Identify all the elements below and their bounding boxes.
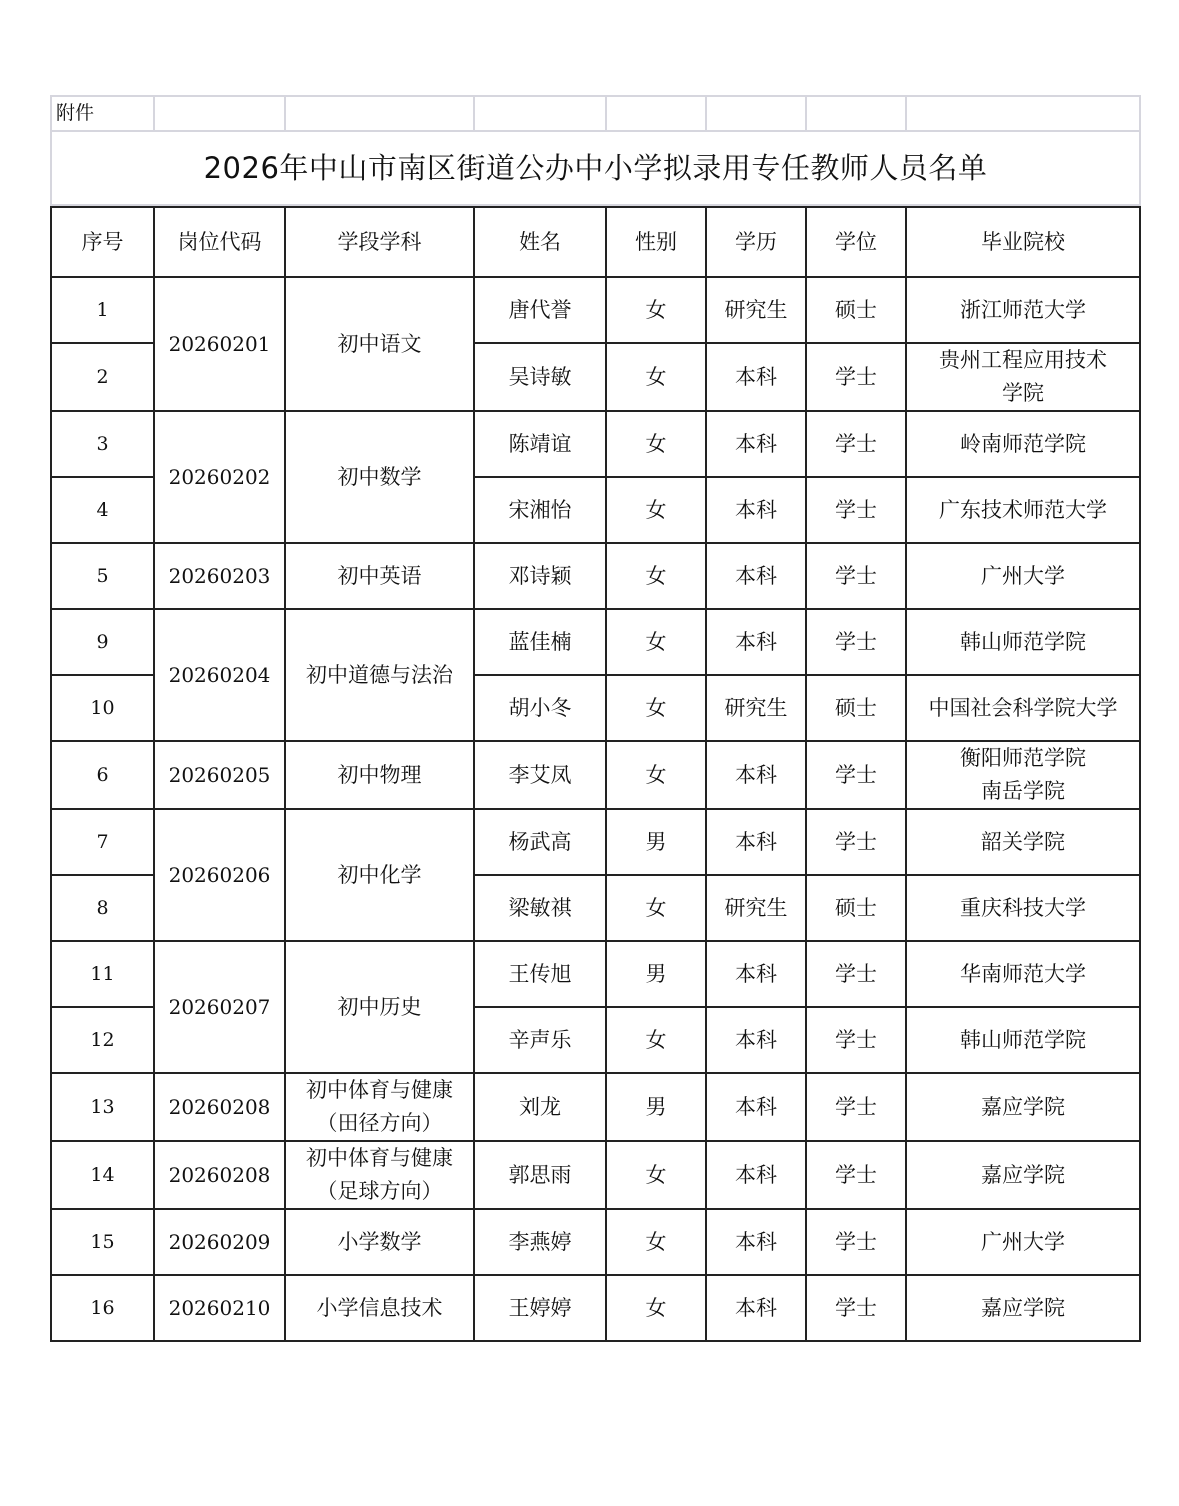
gender-cell: 女 bbox=[606, 1209, 706, 1275]
education-cell: 本科 bbox=[706, 1141, 806, 1209]
table-body bbox=[51, 207, 1140, 1341]
school-line: 韩山师范学院 bbox=[960, 1027, 1086, 1052]
degree-cell: 学士 bbox=[806, 1209, 906, 1275]
school-cell bbox=[906, 609, 1140, 675]
school-cell bbox=[906, 343, 1140, 411]
position-code: 20260202 bbox=[154, 411, 285, 543]
education-cell: 本科 bbox=[706, 1007, 806, 1073]
gender-cell: 女 bbox=[606, 675, 706, 741]
subject-cell bbox=[285, 741, 474, 809]
header-education: 学历 bbox=[706, 207, 806, 277]
education-cell: 研究生 bbox=[706, 875, 806, 941]
name-cell: 胡小冬 bbox=[474, 675, 606, 741]
table-row bbox=[51, 809, 1140, 875]
empty-cell bbox=[606, 96, 706, 131]
table-row bbox=[51, 941, 1140, 1007]
row-number: 13 bbox=[51, 1073, 154, 1141]
subject-line: 初中物理 bbox=[337, 762, 422, 787]
gender-cell: 男 bbox=[606, 1073, 706, 1141]
subject-cell bbox=[285, 1141, 474, 1209]
school-cell bbox=[906, 411, 1140, 477]
gender-cell: 男 bbox=[606, 941, 706, 1007]
document-title: 2026年中山市南区街道公办中小学拟录用专任教师人员名单 bbox=[51, 131, 1140, 205]
subject-cell bbox=[285, 1073, 474, 1141]
subject-line: （足球方向） bbox=[316, 1179, 443, 1203]
school-cell bbox=[906, 1275, 1140, 1341]
header-gender: 性别 bbox=[606, 207, 706, 277]
education-cell: 本科 bbox=[706, 1275, 806, 1341]
school-cell bbox=[906, 741, 1140, 809]
header-school: 毕业院校 bbox=[906, 207, 1140, 277]
table-row bbox=[51, 1141, 1140, 1209]
education-cell: 本科 bbox=[706, 1209, 806, 1275]
degree-cell: 学士 bbox=[806, 809, 906, 875]
school-cell bbox=[906, 477, 1140, 543]
title-row bbox=[51, 131, 1140, 205]
name-cell: 李艾凤 bbox=[474, 741, 606, 809]
school-line: 贵州工程应用技术 bbox=[939, 348, 1107, 372]
school-cell bbox=[906, 1007, 1140, 1073]
degree-cell: 学士 bbox=[806, 741, 906, 809]
empty-cell bbox=[706, 96, 806, 131]
gender-cell: 女 bbox=[606, 477, 706, 543]
name-cell: 辛声乐 bbox=[474, 1007, 606, 1073]
position-code: 20260201 bbox=[154, 277, 285, 411]
table-row bbox=[51, 609, 1140, 675]
school-line: 嘉应学院 bbox=[981, 1295, 1065, 1320]
empty-cell bbox=[806, 96, 906, 131]
education-cell: 本科 bbox=[706, 543, 806, 609]
name-cell: 王婷婷 bbox=[474, 1275, 606, 1341]
gender-cell: 女 bbox=[606, 1141, 706, 1209]
name-cell: 梁敏祺 bbox=[474, 875, 606, 941]
subject-line: 小学信息技术 bbox=[316, 1295, 443, 1320]
gender-cell: 女 bbox=[606, 741, 706, 809]
document-page bbox=[50, 95, 1139, 1342]
table-row bbox=[51, 1209, 1140, 1275]
header-no: 序号 bbox=[51, 207, 154, 277]
school-line: 韩山师范学院 bbox=[960, 629, 1086, 654]
degree-cell: 硕士 bbox=[806, 875, 906, 941]
row-number: 2 bbox=[51, 343, 154, 411]
subject-cell bbox=[285, 277, 474, 411]
name-cell: 杨武高 bbox=[474, 809, 606, 875]
position-code: 20260208 bbox=[154, 1073, 285, 1141]
table-row bbox=[51, 277, 1140, 343]
name-cell: 陈靖谊 bbox=[474, 411, 606, 477]
degree-cell: 硕士 bbox=[806, 675, 906, 741]
education-cell: 本科 bbox=[706, 477, 806, 543]
subject-line: 初中语文 bbox=[337, 331, 422, 356]
position-code: 20260205 bbox=[154, 741, 285, 809]
gender-cell: 女 bbox=[606, 277, 706, 343]
gender-cell: 女 bbox=[606, 1007, 706, 1073]
school-cell bbox=[906, 875, 1140, 941]
empty-cell bbox=[285, 96, 474, 131]
subject-cell bbox=[285, 543, 474, 609]
subject-cell bbox=[285, 1275, 474, 1341]
gender-cell: 女 bbox=[606, 609, 706, 675]
subject-line: 初中英语 bbox=[337, 563, 422, 588]
gender-cell: 女 bbox=[606, 411, 706, 477]
school-line: 南岳学院 bbox=[981, 779, 1065, 803]
school-line: 嘉应学院 bbox=[981, 1162, 1065, 1187]
education-cell: 本科 bbox=[706, 941, 806, 1007]
position-code: 20260207 bbox=[154, 941, 285, 1073]
school-line: 广州大学 bbox=[981, 563, 1065, 588]
education-cell: 本科 bbox=[706, 343, 806, 411]
row-number: 3 bbox=[51, 411, 154, 477]
school-cell bbox=[906, 277, 1140, 343]
school-line: 韶关学院 bbox=[981, 829, 1065, 854]
name-cell: 王传旭 bbox=[474, 941, 606, 1007]
degree-cell: 学士 bbox=[806, 1141, 906, 1209]
gender-cell: 女 bbox=[606, 1275, 706, 1341]
name-cell: 吴诗敏 bbox=[474, 343, 606, 411]
school-line: 广州大学 bbox=[981, 1229, 1065, 1254]
position-code: 20260210 bbox=[154, 1275, 285, 1341]
school-line: 广东技术师范大学 bbox=[939, 497, 1107, 522]
school-cell bbox=[906, 1141, 1140, 1209]
row-number: 12 bbox=[51, 1007, 154, 1073]
row-number: 8 bbox=[51, 875, 154, 941]
header-code: 岗位代码 bbox=[154, 207, 285, 277]
subject-cell bbox=[285, 941, 474, 1073]
row-number: 1 bbox=[51, 277, 154, 343]
position-code: 20260203 bbox=[154, 543, 285, 609]
degree-cell: 学士 bbox=[806, 477, 906, 543]
subject-line: 初中历史 bbox=[337, 994, 422, 1019]
attachment-row bbox=[51, 96, 1140, 131]
subject-line: 小学数学 bbox=[337, 1229, 422, 1254]
table-row bbox=[51, 1073, 1140, 1141]
row-number: 11 bbox=[51, 941, 154, 1007]
name-cell: 邓诗颖 bbox=[474, 543, 606, 609]
education-cell: 本科 bbox=[706, 809, 806, 875]
name-cell: 唐代誉 bbox=[474, 277, 606, 343]
header-subject: 学段学科 bbox=[285, 207, 474, 277]
subject-line: 初中道德与法治 bbox=[306, 662, 453, 687]
education-cell: 研究生 bbox=[706, 675, 806, 741]
education-cell: 研究生 bbox=[706, 277, 806, 343]
degree-cell: 学士 bbox=[806, 609, 906, 675]
gender-cell: 女 bbox=[606, 343, 706, 411]
subject-cell bbox=[285, 609, 474, 741]
header-name: 姓名 bbox=[474, 207, 606, 277]
degree-cell: 学士 bbox=[806, 1275, 906, 1341]
education-cell: 本科 bbox=[706, 741, 806, 809]
table-row bbox=[51, 543, 1140, 609]
education-cell: 本科 bbox=[706, 1073, 806, 1141]
row-number: 16 bbox=[51, 1275, 154, 1341]
school-line: 嘉应学院 bbox=[981, 1094, 1065, 1119]
school-line: 学院 bbox=[1002, 381, 1044, 405]
name-cell: 刘龙 bbox=[474, 1073, 606, 1141]
degree-cell: 硕士 bbox=[806, 277, 906, 343]
school-cell bbox=[906, 543, 1140, 609]
subject-cell bbox=[285, 411, 474, 543]
subject-line: 初中化学 bbox=[337, 862, 422, 887]
position-code: 20260209 bbox=[154, 1209, 285, 1275]
school-line: 浙江师范大学 bbox=[960, 297, 1086, 322]
gender-cell: 女 bbox=[606, 543, 706, 609]
degree-cell: 学士 bbox=[806, 941, 906, 1007]
school-line: 岭南师范学院 bbox=[960, 431, 1086, 456]
empty-cell bbox=[154, 96, 285, 131]
degree-cell: 学士 bbox=[806, 343, 906, 411]
row-number: 15 bbox=[51, 1209, 154, 1275]
name-cell: 郭思雨 bbox=[474, 1141, 606, 1209]
table-header-row bbox=[51, 207, 1140, 277]
teacher-list-table bbox=[50, 206, 1141, 1342]
position-code: 20260206 bbox=[154, 809, 285, 941]
name-cell: 蓝佳楠 bbox=[474, 609, 606, 675]
subject-line: （田径方向） bbox=[316, 1111, 443, 1135]
header-table bbox=[50, 95, 1141, 206]
table-row bbox=[51, 1275, 1140, 1341]
education-cell: 本科 bbox=[706, 411, 806, 477]
degree-cell: 学士 bbox=[806, 1007, 906, 1073]
row-number: 7 bbox=[51, 809, 154, 875]
gender-cell: 女 bbox=[606, 875, 706, 941]
table-row bbox=[51, 411, 1140, 477]
row-number: 5 bbox=[51, 543, 154, 609]
school-line: 重庆科技大学 bbox=[960, 895, 1086, 920]
row-number: 10 bbox=[51, 675, 154, 741]
subject-line: 初中体育与健康 bbox=[306, 1078, 453, 1102]
subject-cell bbox=[285, 1209, 474, 1275]
school-cell bbox=[906, 809, 1140, 875]
school-cell bbox=[906, 675, 1140, 741]
position-code: 20260204 bbox=[154, 609, 285, 741]
empty-cell bbox=[474, 96, 606, 131]
subject-cell bbox=[285, 809, 474, 941]
school-line: 中国社会科学院大学 bbox=[928, 695, 1118, 720]
row-number: 4 bbox=[51, 477, 154, 543]
education-cell: 本科 bbox=[706, 609, 806, 675]
header-degree: 学位 bbox=[806, 207, 906, 277]
position-code: 20260208 bbox=[154, 1141, 285, 1209]
subject-line: 初中体育与健康 bbox=[306, 1146, 453, 1170]
school-cell bbox=[906, 941, 1140, 1007]
name-cell: 李燕婷 bbox=[474, 1209, 606, 1275]
school-cell bbox=[906, 1209, 1140, 1275]
degree-cell: 学士 bbox=[806, 411, 906, 477]
degree-cell: 学士 bbox=[806, 543, 906, 609]
table-row bbox=[51, 741, 1140, 809]
row-number: 14 bbox=[51, 1141, 154, 1209]
degree-cell: 学士 bbox=[806, 1073, 906, 1141]
school-cell bbox=[906, 1073, 1140, 1141]
name-cell: 宋湘怡 bbox=[474, 477, 606, 543]
school-line: 华南师范大学 bbox=[960, 961, 1086, 986]
row-number: 9 bbox=[51, 609, 154, 675]
school-line: 衡阳师范学院 bbox=[960, 746, 1086, 770]
gender-cell: 男 bbox=[606, 809, 706, 875]
subject-line: 初中数学 bbox=[337, 464, 422, 489]
empty-cell bbox=[906, 96, 1140, 131]
row-number: 6 bbox=[51, 741, 154, 809]
attachment-label: 附件 bbox=[51, 96, 154, 131]
